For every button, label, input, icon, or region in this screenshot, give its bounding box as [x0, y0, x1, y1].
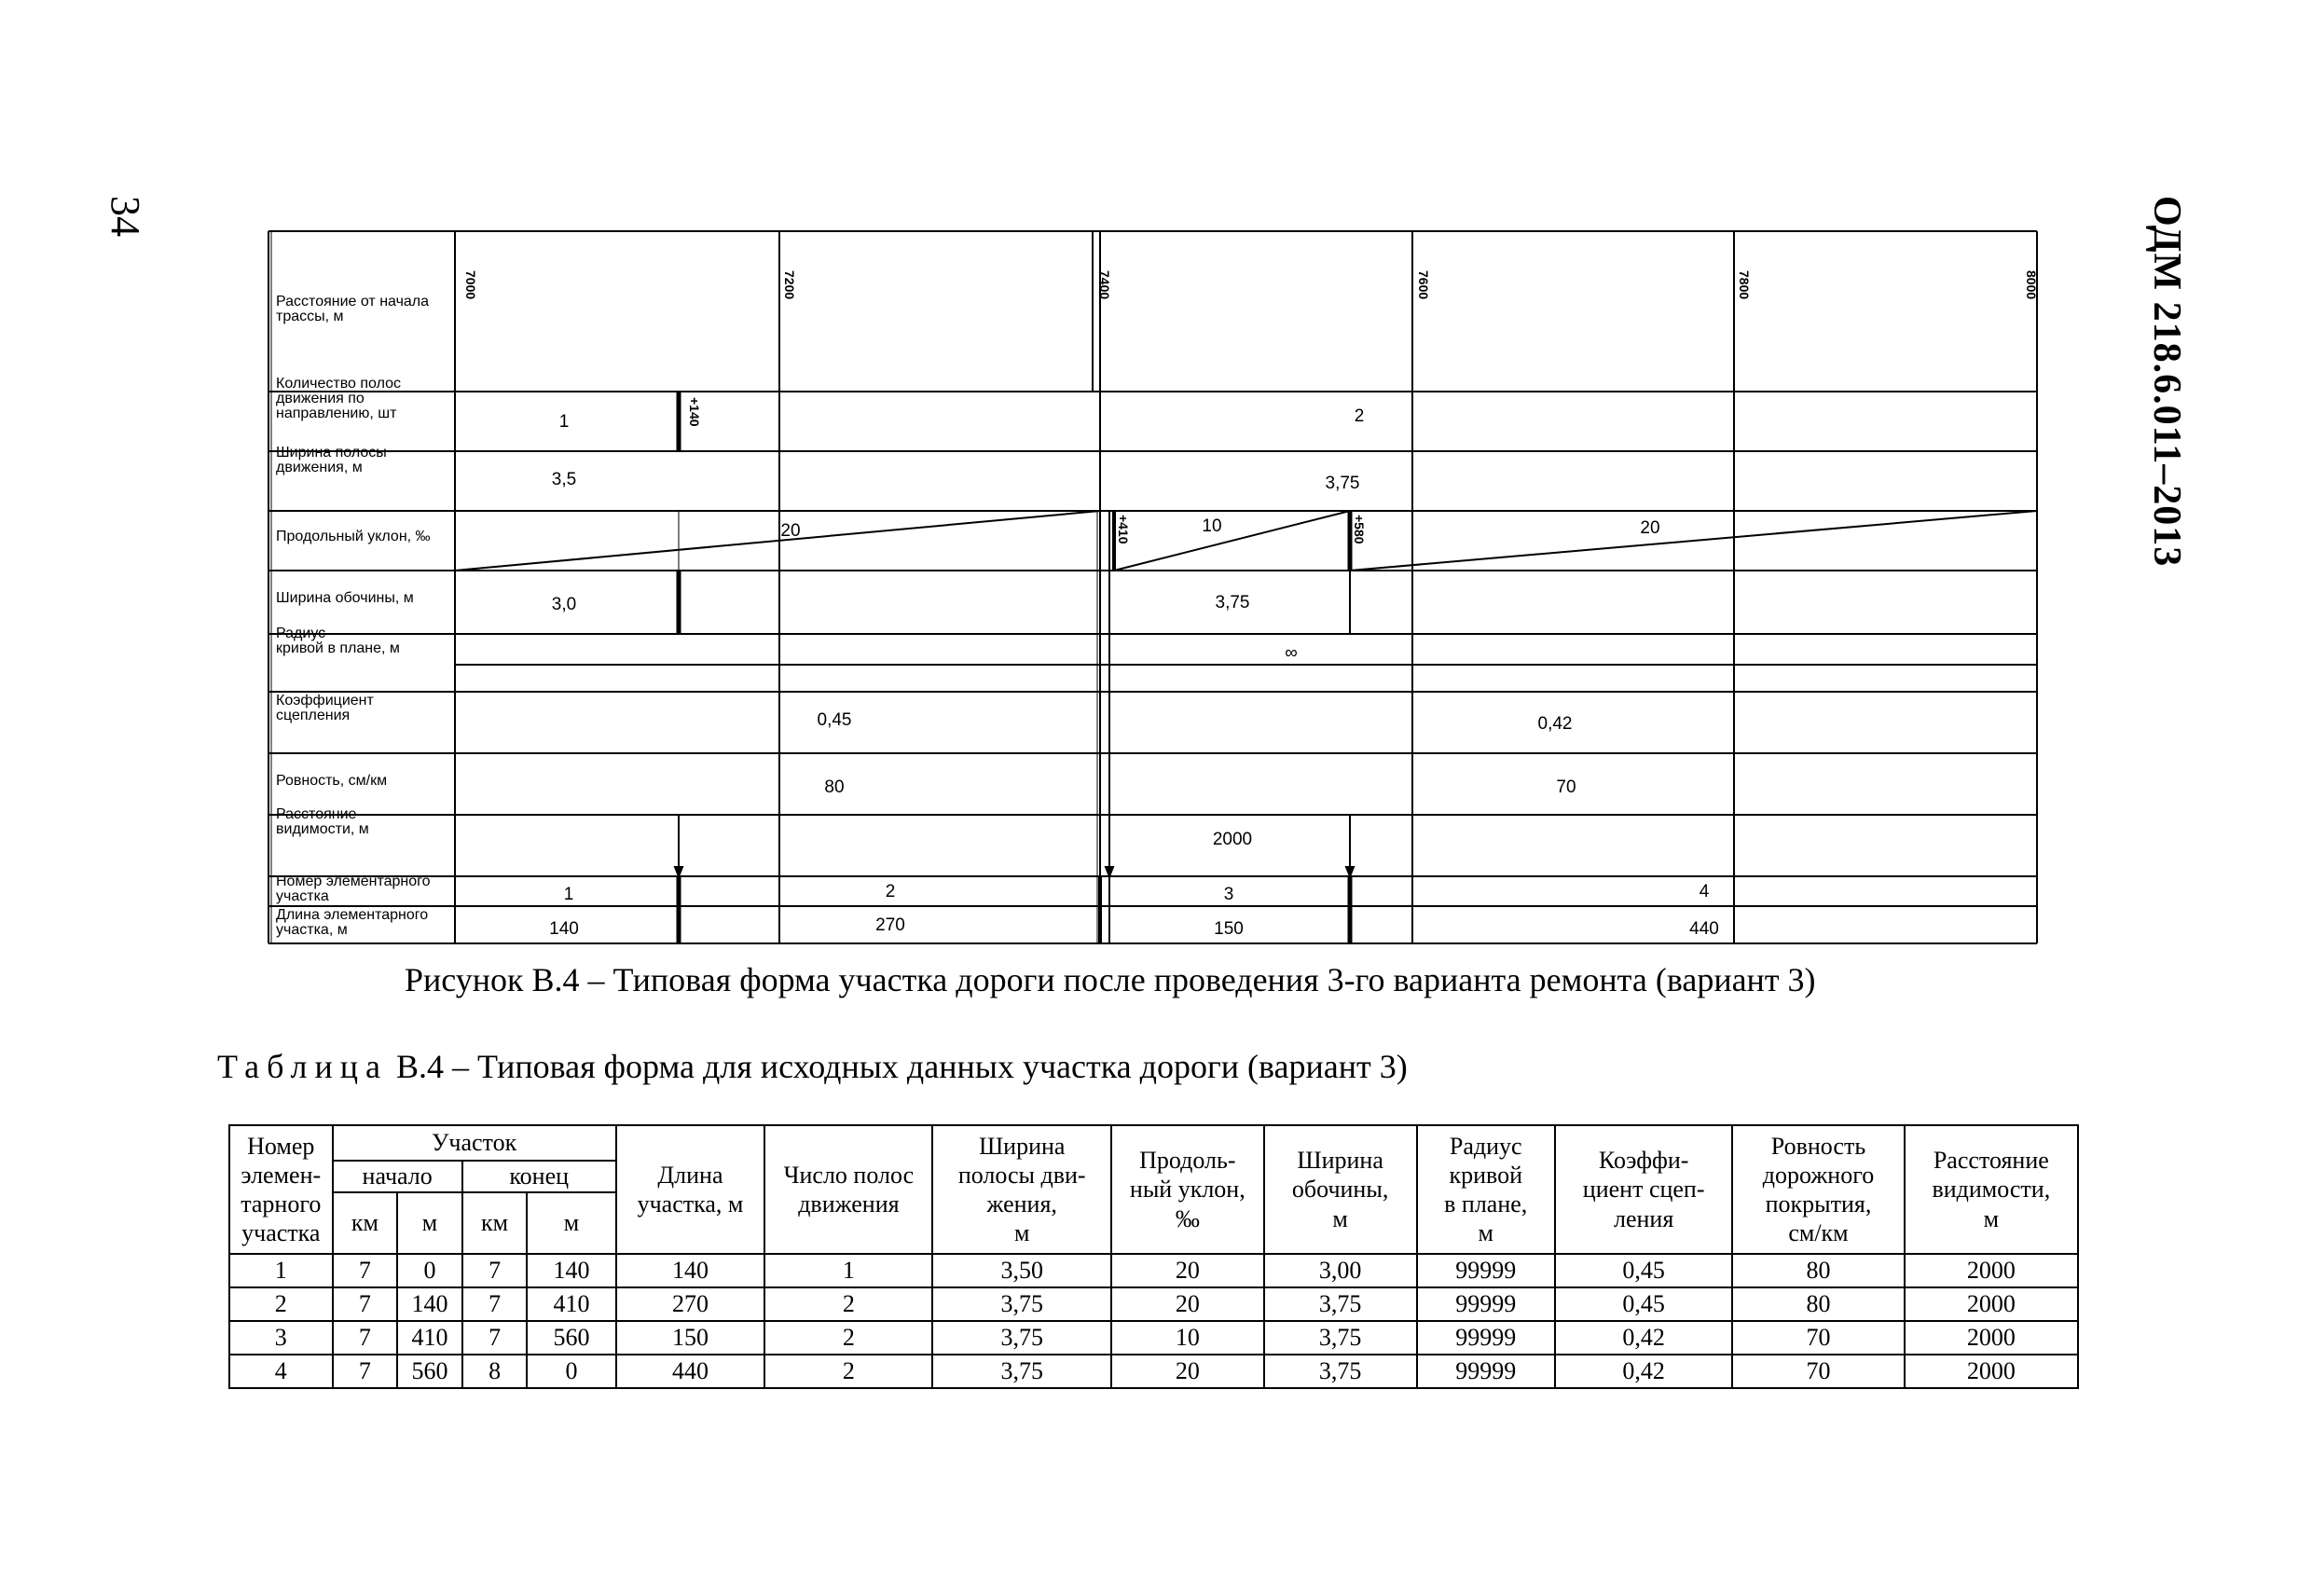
- figure-value-lane-width: 3,5: [551, 470, 577, 489]
- header-roughness: Ровность дорожного покрытия, см/км: [1732, 1125, 1904, 1254]
- table-cell: 1: [229, 1254, 333, 1287]
- table-cell: 7: [462, 1287, 528, 1321]
- row-label: видимости, м: [276, 821, 369, 837]
- table-cell: 3,75: [1264, 1355, 1417, 1388]
- breakpoint-label: +140: [687, 397, 702, 427]
- figure-value-segment-lengths: 440: [1689, 919, 1719, 939]
- table-cell: 150: [616, 1321, 765, 1355]
- figure-value-radius: ∞: [1285, 643, 1298, 663]
- table-cell: 140: [397, 1287, 462, 1321]
- breakpoint-label: +410: [1116, 515, 1131, 544]
- header-radius: Радиус кривой в плане, м: [1417, 1125, 1555, 1254]
- table-caption-label: Таблица: [217, 1048, 388, 1085]
- table-cell: 2000: [1905, 1254, 2078, 1287]
- row-label: сцепления: [276, 708, 351, 723]
- table-body: [229, 1254, 2078, 1388]
- km-mark: 7600: [1416, 270, 1431, 300]
- header-start-m: м: [397, 1192, 462, 1254]
- document-code: ОДМ 218.6.011–2013: [2145, 196, 2188, 568]
- table-row: [229, 1355, 2078, 1388]
- table-cell: 3,75: [1264, 1287, 1417, 1321]
- table-cell: 99999: [1417, 1321, 1555, 1355]
- header-end-m: м: [527, 1192, 615, 1254]
- header-lanes: Число полос движения: [764, 1125, 932, 1254]
- row-label: движения, м: [276, 460, 363, 475]
- figure-value-friction: 0,45: [817, 710, 852, 730]
- header-length: Длина участка, м: [616, 1125, 765, 1254]
- row-label: Продольный уклон, ‰: [276, 529, 431, 544]
- table-cell: 20: [1111, 1355, 1264, 1388]
- row-label: кривой в плане, м: [276, 640, 400, 656]
- table-cell: 7: [333, 1287, 398, 1321]
- figure-value-friction: 0,42: [1537, 714, 1573, 734]
- table-cell: 0: [527, 1355, 615, 1388]
- km-mark: 7800: [1737, 270, 1752, 300]
- table-cell: 3,75: [932, 1355, 1110, 1388]
- figure-value-segment-lengths: 270: [875, 915, 905, 935]
- figure-value-visibility: 2000: [1212, 830, 1253, 849]
- table-cell: 7: [333, 1321, 398, 1355]
- figure-value-segments: 2: [885, 882, 896, 901]
- table-cell: 140: [527, 1254, 615, 1287]
- header-start: начало: [333, 1161, 462, 1192]
- row-label: Ширина обочины, м: [276, 590, 414, 606]
- header-visibility: Расстояние видимости, м: [1905, 1125, 2078, 1254]
- table-cell: 4: [229, 1355, 333, 1388]
- row-label: Расстояние от начала: [276, 294, 430, 310]
- table-cell: 99999: [1417, 1254, 1555, 1287]
- table-row: [229, 1321, 2078, 1355]
- table-row: [229, 1287, 2078, 1321]
- table-cell: 20: [1111, 1287, 1264, 1321]
- table-cell: 560: [397, 1355, 462, 1388]
- grade-line-3: [1350, 511, 2037, 571]
- segment-arrow-head: [1346, 867, 1354, 876]
- header-segment-no: Номер элемен- тарного участка: [229, 1125, 333, 1254]
- figure-value-shoulder: 3,0: [551, 595, 577, 614]
- figure-caption: Рисунок В.4 – Типовая форма участка дороги после проведения 3-го варианта ремонта (вариант 3): [405, 961, 1816, 998]
- segment-arrow-head: [1106, 867, 1113, 876]
- grade-line-2: [1114, 511, 1350, 571]
- grade-line-1: [455, 511, 1100, 571]
- table-cell: 0: [397, 1254, 462, 1287]
- table-cell: 10: [1111, 1321, 1264, 1355]
- figure-value-segment-lengths: 150: [1214, 919, 1244, 939]
- table-cell: 2000: [1905, 1355, 2078, 1388]
- table-cell: 410: [397, 1321, 462, 1355]
- table-cell: 1: [764, 1254, 932, 1287]
- table-cell: 7: [462, 1321, 528, 1355]
- figure-value-roughness: 70: [1556, 777, 1576, 797]
- table-cell: 0,45: [1555, 1287, 1732, 1321]
- figure-value-segments: 1: [563, 885, 574, 904]
- header-end: конец: [462, 1161, 616, 1192]
- table-cell: 560: [527, 1321, 615, 1355]
- table-cell: 270: [616, 1287, 765, 1321]
- row-label: Ровность, см/км: [276, 773, 388, 789]
- table-cell: 0,42: [1555, 1355, 1732, 1388]
- row-label: участка: [276, 888, 329, 904]
- figure-value-lanes: 2: [1354, 406, 1365, 426]
- row-label: Количество полос: [276, 376, 401, 392]
- table-cell: 20: [1111, 1254, 1264, 1287]
- table-cell: 3,50: [932, 1254, 1110, 1287]
- data-table: [228, 1124, 2079, 1389]
- figure-value-grade: 20: [780, 521, 801, 541]
- km-mark: 7200: [782, 270, 797, 300]
- table-cell: 99999: [1417, 1287, 1555, 1321]
- table-cell: 99999: [1417, 1355, 1555, 1388]
- table-cell: 0,45: [1555, 1254, 1732, 1287]
- figure-value-segment-lengths: 140: [549, 919, 579, 939]
- table-cell: 80: [1732, 1287, 1904, 1321]
- table-cell: 440: [616, 1355, 765, 1388]
- header-shoulder: Ширина обочины, м: [1264, 1125, 1417, 1254]
- table-cell: 2: [764, 1287, 932, 1321]
- table-cell: 8: [462, 1355, 528, 1388]
- table-cell: 2: [764, 1355, 932, 1388]
- table-cell: 0,42: [1555, 1321, 1732, 1355]
- row-label: Радиус: [276, 626, 326, 641]
- figure-value-grade: 10: [1202, 516, 1222, 536]
- row-label: Номер элементарного: [276, 874, 431, 889]
- table-caption: [217, 1047, 1408, 1086]
- breakpoint-label: +580: [1352, 515, 1367, 544]
- table-cell: 80: [1732, 1254, 1904, 1287]
- table-row: [229, 1254, 2078, 1287]
- table-cell: 70: [1732, 1321, 1904, 1355]
- table-caption-text: В.4 – Типовая форма для исходных данных участка дороги (вариант 3): [387, 1048, 1408, 1085]
- header-grade: Продоль- ный уклон, ‰: [1111, 1125, 1264, 1254]
- figure-value-lanes: 1: [558, 412, 570, 432]
- figure-value-lane-width: 3,75: [1325, 474, 1360, 493]
- table-cell: 3,75: [932, 1287, 1110, 1321]
- table-cell: 7: [333, 1254, 398, 1287]
- km-mark: 8000: [2024, 270, 2039, 300]
- table-cell: 7: [333, 1355, 398, 1388]
- row-label: участка, м: [276, 922, 348, 938]
- table-cell: 3: [229, 1321, 333, 1355]
- km-mark: 7000: [463, 270, 478, 300]
- table-cell: 3,00: [1264, 1254, 1417, 1287]
- table-cell: 7: [462, 1254, 528, 1287]
- row-label: Коэффициент: [276, 693, 374, 709]
- header-end-km: км: [462, 1192, 528, 1254]
- figure-value-shoulder: 3,75: [1215, 593, 1250, 612]
- figure-value-grade: 20: [1640, 518, 1660, 538]
- table-cell: 3,75: [932, 1321, 1110, 1355]
- row-label: движения по: [276, 391, 365, 406]
- table-cell: 410: [527, 1287, 615, 1321]
- segment-arrow-head: [675, 867, 682, 876]
- header-section: Участок: [333, 1125, 616, 1161]
- row-label: Длина элементарного: [276, 907, 429, 923]
- table-cell: 2000: [1905, 1287, 2078, 1321]
- table-cell: 2: [764, 1321, 932, 1355]
- table-cell: 2: [229, 1287, 333, 1321]
- header-lane-width: Ширина полосы дви- жения, м: [932, 1125, 1110, 1254]
- table-cell: 140: [616, 1254, 765, 1287]
- row-label: направлению, шт: [276, 406, 397, 421]
- row-label: Расстояние: [276, 806, 357, 822]
- km-mark: 7400: [1097, 270, 1112, 300]
- row-label: Ширина полосы: [276, 445, 387, 461]
- table-cell: 2000: [1905, 1321, 2078, 1355]
- page-number: 34: [103, 196, 148, 237]
- figure-value-segments: 3: [1223, 885, 1234, 904]
- row-label: трассы, м: [276, 309, 344, 324]
- figure-value-segments: 4: [1699, 882, 1710, 901]
- table-cell: 3,75: [1264, 1321, 1417, 1355]
- figure-value-roughness: 80: [824, 777, 845, 797]
- header-start-km: км: [333, 1192, 398, 1254]
- table-cell: 70: [1732, 1355, 1904, 1388]
- header-friction: Коэффи- циент сцеп- ления: [1555, 1125, 1732, 1254]
